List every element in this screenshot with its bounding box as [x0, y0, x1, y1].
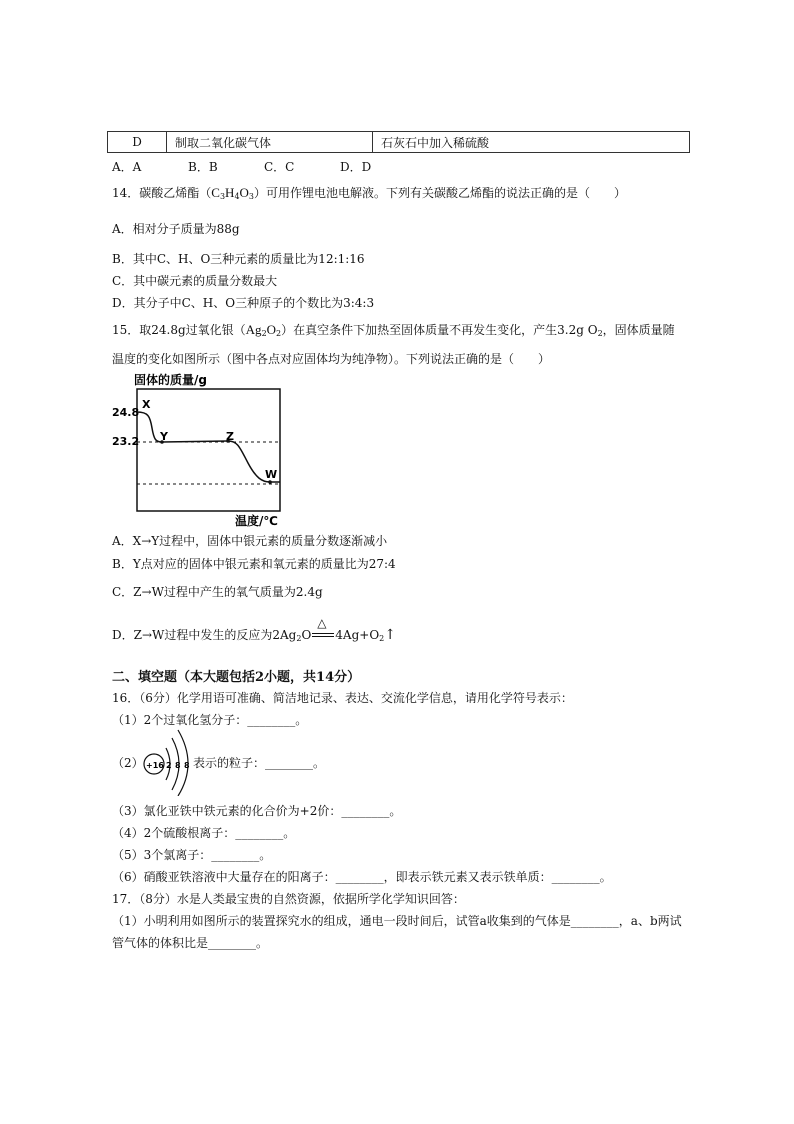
graph-label-x: X	[142, 398, 151, 411]
mass-temperature-graph	[110, 368, 290, 528]
atom-shell-3-count: 8	[184, 761, 190, 770]
q14-stem: 14．碳酸乙烯酯$(C_3H_4O_3)$可用作锂电池电解液。下列有关碳酸乙烯酯的说法正确的是（ ）	[112, 185, 627, 201]
equation-arrow	[311, 615, 335, 642]
graph-label-w: W	[265, 468, 278, 481]
q17-line1: （1）小明利用如图所示的装置探究水的组成，通电一段时间后，试管a收集到的气体是________，a、b两试	[112, 914, 682, 928]
q16-line2-pre: （2）	[112, 756, 144, 770]
graph-label-z: Z	[226, 430, 234, 443]
q16-line4: （4）2个硫酸根离子：________。	[112, 826, 296, 840]
q15-option-c: C．Z→W过程中产生的氧气质量为2.4g	[112, 585, 323, 599]
q17-line2: 管气体的体积比是________。	[112, 936, 269, 950]
q13-option-a: A．A	[112, 160, 142, 174]
q13-option-c: C．C	[264, 160, 295, 174]
q15-option-d: D．Z→W过程中发生的反应为$2Ag_2O$ △ $4Ag+O_2↑$	[112, 615, 396, 643]
atom-structure-diagram	[138, 726, 193, 796]
graph-tick-mid: 23.2	[112, 435, 140, 448]
q16-stem: 16．（6分）化学用语可准确、简洁地记录、表达、交流化学信息，请用化学符号表示：	[112, 691, 573, 705]
graph-ylabel: 固体的质量/g	[134, 373, 207, 387]
graph-xlabel: 温度/℃	[235, 514, 278, 528]
q16-line6: （6）硝酸亚铁溶液中大量存在的阳离子：________，即表示铁元素又表示铁单质：________。	[112, 870, 612, 884]
graph-curve	[137, 412, 280, 482]
q13-option-d: D．D	[340, 160, 372, 174]
atom-shell-2-count: 8	[175, 761, 181, 770]
q16-line5: （5）3个氯离子：________。	[112, 848, 272, 862]
row-letter: D	[108, 132, 167, 153]
atom-nucleus-charge: +16	[146, 761, 164, 770]
section2-title: 二、填空题（本大题包括2小题，共14分）	[112, 670, 361, 685]
row-operation: 石灰石中加入稀硫酸	[373, 132, 690, 153]
q15-stem-line1: 15．取24.8g过氧化银$(Ag_2O_2)$在真空条件下加热至固体质量不再发生变化，产生3.2g $O_2$，固体质量随	[112, 322, 675, 338]
q16-line2-post: 表示的粒子：________。	[193, 756, 326, 770]
heat-condition: △	[317, 615, 327, 630]
q17-stem: 17．（8分）水是人类最宝贵的自然资源，依据所学化学知识回答：	[112, 892, 465, 906]
q15-stem-line2: 温度的变化如图所示（图中各点对应固体均为纯净物）。下列说法正确的是（ ）	[112, 352, 551, 366]
q16-line1: （1）2个过氧化氢分子：________。	[112, 713, 308, 727]
options-table	[107, 131, 690, 153]
q14-option-a: A．相对分子质量为88g	[112, 222, 240, 236]
graph-label-y: Y	[160, 430, 168, 443]
q14-option-c: C．其中碳元素的质量分数最大	[112, 274, 278, 288]
q15-option-a: A．X→Y过程中，固体中银元素的质量分数逐渐减小	[112, 534, 388, 548]
table-row	[108, 132, 690, 153]
q13-option-b: B．B	[188, 160, 218, 174]
graph-frame	[137, 389, 280, 511]
q16-line3: （3）氯化亚铁中铁元素的化合价为+2价：________。	[112, 804, 402, 818]
row-experiment: 制取二氧化碳气体	[167, 132, 373, 153]
q14-option-d: D．其分子中C、H、O三种原子的个数比为3:4:3	[112, 296, 375, 310]
graph-tick-high: 24.8	[112, 406, 140, 419]
atom-shell-1-count: 2	[166, 761, 172, 770]
q14-option-b: B．其中C、H、O三种元素的质量比为12:1:16	[112, 252, 365, 266]
q15-option-b: B．Y点对应的固体中银元素和氧元素的质量比为27:4	[112, 557, 396, 571]
